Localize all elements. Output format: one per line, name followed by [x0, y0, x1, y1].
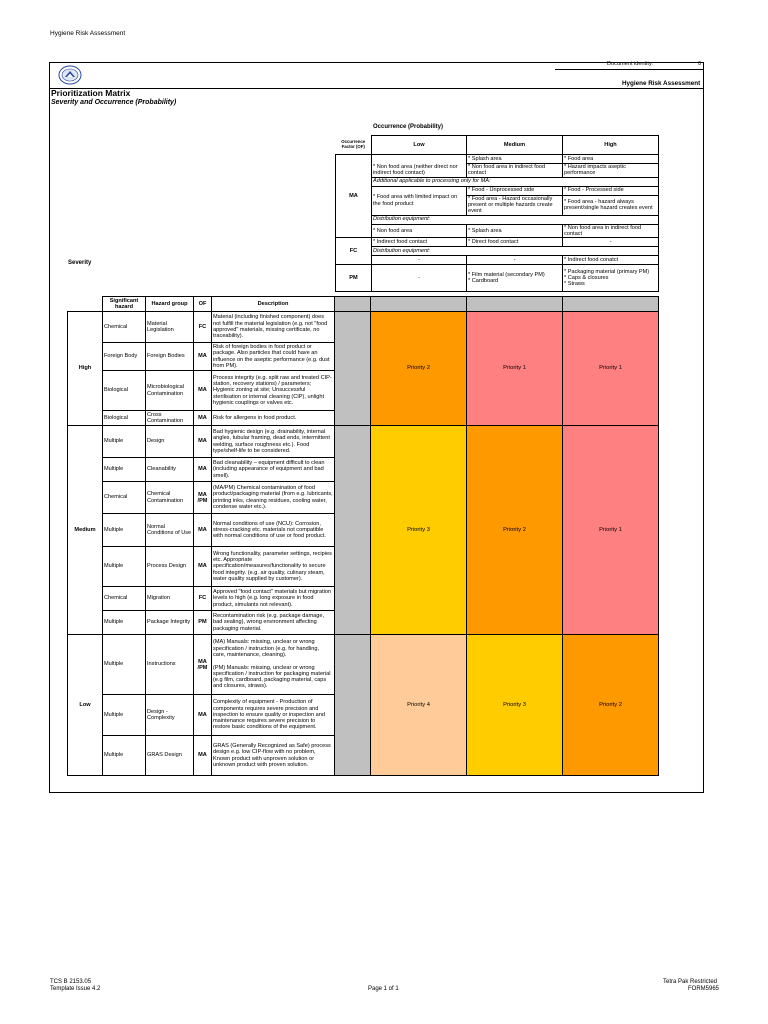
doc-title: Hygiene Risk Assessment	[622, 80, 701, 87]
occ-ma-medium-3: * Food - Unprocessed side	[467, 186, 563, 195]
group-cell: Foreign Bodies	[146, 343, 194, 371]
desc-cell: Recontamination risk (e.g. package damage, bad sealing), wrong environment affecting packaging material.	[212, 611, 335, 635]
of-cell: MA	[194, 426, 212, 458]
desc-cell: Bad hygienic design (e.g. drainability, internal angles, tubular framing, dead ends, intermittent welding, surface roughness etc.). Food type/shelf-life to be considered.	[212, 426, 335, 458]
desc-cell: Process integrity (e.g. split raw and treated CIP-station, recovery stations) / parameters; Hygienic zoning at site; Unsuccessful sterilisation or internal cleaning (CIP), unlight hygienic couplings or valves etc.	[212, 371, 335, 411]
occ-ma-low-6: * Non food area	[372, 224, 467, 238]
occ-ma-high-4: * Food area - hazard always present/single hazard creates event	[563, 195, 659, 215]
of-cell: MA	[194, 343, 212, 371]
footer-doc-code: TCS B 2153.05	[50, 979, 92, 985]
occ-note-distribution-1: Distribution equipment:	[372, 215, 659, 224]
of-cell: MA	[194, 547, 212, 587]
hazard-cell: Multiple	[103, 458, 146, 482]
of-cell: PM	[194, 611, 212, 635]
group-cell: Migration	[146, 587, 194, 611]
of-cell: MA	[194, 695, 212, 736]
occ-fc-low: * Indirect food contact	[372, 238, 467, 247]
group-cell: Material Legislation	[146, 312, 194, 343]
occ-ma-medium-6: * Splash area	[467, 224, 563, 238]
header-rule	[555, 69, 704, 70]
occ-fc-high: -	[563, 238, 659, 247]
group-cell: Design	[146, 426, 194, 458]
occ-fc-medium: * Direct food contact	[467, 238, 563, 247]
occ-fc-dist-low: -	[372, 256, 467, 265]
desc-cell: Complexity of equipment - Production of components requires severe precision and inspection to ensure quality or inspection and maintenance requires severe precision to restore basic conditions of the equipment.	[212, 695, 335, 736]
col-header-group: Hazard group	[146, 297, 194, 312]
desc-cell: GRAS (Generally Recognized as Safe) process design e.g. low CIP-flow with no problem, Known product with unproven solution or unknown product with proven solution.	[212, 736, 335, 776]
of-ma: MA	[336, 155, 372, 238]
of-pm: PM	[336, 265, 372, 292]
section-title: Prioritization Matrix	[51, 88, 131, 98]
hazard-cell: Multiple	[103, 611, 146, 635]
of-cell: MA	[194, 514, 212, 547]
col-header-desc: Description	[212, 297, 335, 312]
of-cell: MA /PM	[194, 635, 212, 695]
priority-cell: Priority 1	[563, 426, 659, 635]
of-cell: FC	[194, 587, 212, 611]
grey-column-cell	[335, 426, 371, 635]
group-cell: Process Design	[146, 547, 194, 587]
of-cell: FC	[194, 312, 212, 343]
priority-cell: Priority 2	[563, 635, 659, 776]
group-cell: Microbiological Contamination	[146, 371, 194, 411]
of-cell: MA /PM	[194, 482, 212, 514]
desc-cell: Approved "food contact" materials but migration levels to high (e.g. long exposure in food product, simulants not relevant).	[212, 587, 335, 611]
section-subtitle: Severity and Occurrence (Probability)	[51, 99, 177, 106]
hazard-cell: Multiple	[103, 547, 146, 587]
priority-cell: Priority 1	[467, 312, 563, 426]
severity-low: Low	[68, 635, 103, 776]
occ-ma-medium-4: * Food area - Hazard occasionally present or multiple hazards create event	[467, 195, 563, 215]
grey-column-cell	[335, 312, 371, 426]
title-rule	[49, 88, 704, 89]
occ-fc-dist-medium: -	[467, 256, 563, 265]
col-header-of: OF	[194, 297, 212, 312]
of-fc: FC	[336, 238, 372, 265]
hazard-cell: Multiple	[103, 736, 146, 776]
desc-cell: Material (including finished component) does not fulfill the material legislation (e.g. not "food approved" materials, missing certificate, no traceability).	[212, 312, 335, 343]
group-cell: Instructions	[146, 635, 194, 695]
hazard-cell: Chemical	[103, 312, 146, 343]
hazard-cell: Biological	[103, 371, 146, 411]
hazard-cell: Multiple	[103, 426, 146, 458]
occ-ma-high-1: * Hazard impacts aseptic performance	[563, 164, 659, 178]
footer-classification: Tetra Pak Restricted	[663, 979, 718, 985]
desc-cell: (MA/PM) Chemical contamination of food product/packaging material (from e.g. lubricants, printing inks, cleaning residues, cooling water, condense water etc.).	[212, 482, 335, 514]
desc-cell: Normal conditions of use (NCU): Corrosion, stress-cracking etc. materials not compatible with normal conditions of use or food product.	[212, 514, 335, 547]
footer-page-number: Page 1 of 1	[368, 986, 399, 992]
hazard-cell: Multiple	[103, 635, 146, 695]
of-cell: MA	[194, 458, 212, 482]
of-cell: MA	[194, 736, 212, 776]
desc-cell: (MA) Manuals: missing, unclear or wrong specification / instruction (e.g. for handling, care, maintenance, cleaning). (PM) Manuals: missing, unclear or wrong specification / instruction for packaging material (e.g film, cardboard, packaging material, caps and closures, straws).	[212, 635, 335, 695]
matrix-corner	[68, 297, 103, 312]
group-cell: GRAS Design	[146, 736, 194, 776]
occ-ma-high-6: * Non food area in indirect food contact	[563, 224, 659, 238]
occ-ma-low-3: * Food area with limited impact on the food product	[372, 186, 467, 215]
priority-cell: Priority 2	[467, 426, 563, 635]
occ-pm-low: -	[372, 265, 467, 292]
group-cell: Cleanability	[146, 458, 194, 482]
priority-matrix	[67, 296, 659, 776]
hazard-cell: Foreign Body	[103, 343, 146, 371]
severity-label: Severity	[68, 260, 92, 266]
desc-cell: Bad cleanability – equipment difficult to clean (including appearance of equipment and bad smell).	[212, 458, 335, 482]
hazard-cell: Chemical	[103, 482, 146, 514]
document-identity-value: 0	[698, 61, 702, 67]
header-grey-cell	[371, 297, 467, 312]
occ-ma-high-3: * Food - Processed side	[563, 186, 659, 195]
hazard-cell: Multiple	[103, 514, 146, 547]
header-grey-cell	[563, 297, 659, 312]
occ-pm-high: * Packaging material (primary PM) * Caps & closures * Straws	[563, 265, 659, 292]
priority-cell: Priority 2	[371, 312, 467, 426]
occ-ma-low-1: * Non food area (neither direct nor indirect food contact)	[372, 155, 467, 178]
desc-cell: Risk of foreign bodies in food product or package. Also particles that could have an influence on the aseptic performance (e.g. dust from PM).	[212, 343, 335, 371]
occ-ma-medium-1: * Non food area in indirect food contact	[467, 164, 563, 178]
priority-cell: Priority 3	[371, 426, 467, 635]
desc-cell: Wrong functionality, parameter settings, recipies etc. Appropriate specification/measures/functionality to secure food integrity. (e.g. air quality, culinary steam, water quality supplied by customer).	[212, 547, 335, 587]
hazard-cell: Biological	[103, 411, 146, 426]
footer-template-issue: Template Issue 4.2	[50, 986, 101, 992]
occ-note-processing: Additional applicable to processing only for MA:	[372, 177, 659, 186]
document-identity-label: Document identity:	[607, 61, 654, 67]
group-cell: Normal Conditions of Use	[146, 514, 194, 547]
footer-form-number: FORM5965	[688, 986, 720, 992]
severity-medium: Medium	[68, 426, 103, 635]
group-cell: Package Integrity	[146, 611, 194, 635]
running-header: Hygiene Risk Assessment	[50, 30, 126, 37]
hazard-cell: Chemical	[103, 587, 146, 611]
of-cell: MA	[194, 371, 212, 411]
occ-ma-high-0: * Food area	[563, 155, 659, 164]
header-grey-cell	[467, 297, 563, 312]
company-logo	[57, 65, 83, 85]
priority-cell: Priority 4	[371, 635, 467, 776]
grey-column-cell	[335, 635, 371, 776]
occurrence-level-low: Low	[372, 136, 467, 155]
occ-note-distribution-2: Distribution equipment:	[372, 247, 659, 256]
hazard-cell: Multiple	[103, 695, 146, 736]
group-cell: Chemical Contamination	[146, 482, 194, 514]
of-cell: MA	[194, 411, 212, 426]
occurrence-level-medium: Medium	[467, 136, 563, 155]
occ-ma-medium-0: * Splash area	[467, 155, 563, 164]
col-header-hazard: Significant hazard	[103, 297, 146, 312]
priority-cell: Priority 1	[563, 312, 659, 426]
header-grey-cell	[335, 297, 371, 312]
occurrence-level-high: High	[563, 136, 659, 155]
group-cell: Cross Contamination	[146, 411, 194, 426]
severity-high: High	[68, 312, 103, 426]
occurrence-title: Occurrence (Probability)	[373, 124, 444, 130]
occ-fc-dist-high: * Indirect food conatct	[563, 256, 659, 265]
occurrence-table	[335, 135, 659, 292]
group-cell: Design - Complexity	[146, 695, 194, 736]
occurrence-factor-header: Occurrence Factor (OF)	[336, 136, 372, 155]
desc-cell: Risk for allergens in food product.	[212, 411, 335, 426]
priority-cell: Priority 3	[467, 635, 563, 776]
occ-pm-medium: * Film material (secondary PM) * Cardboard	[467, 265, 563, 292]
